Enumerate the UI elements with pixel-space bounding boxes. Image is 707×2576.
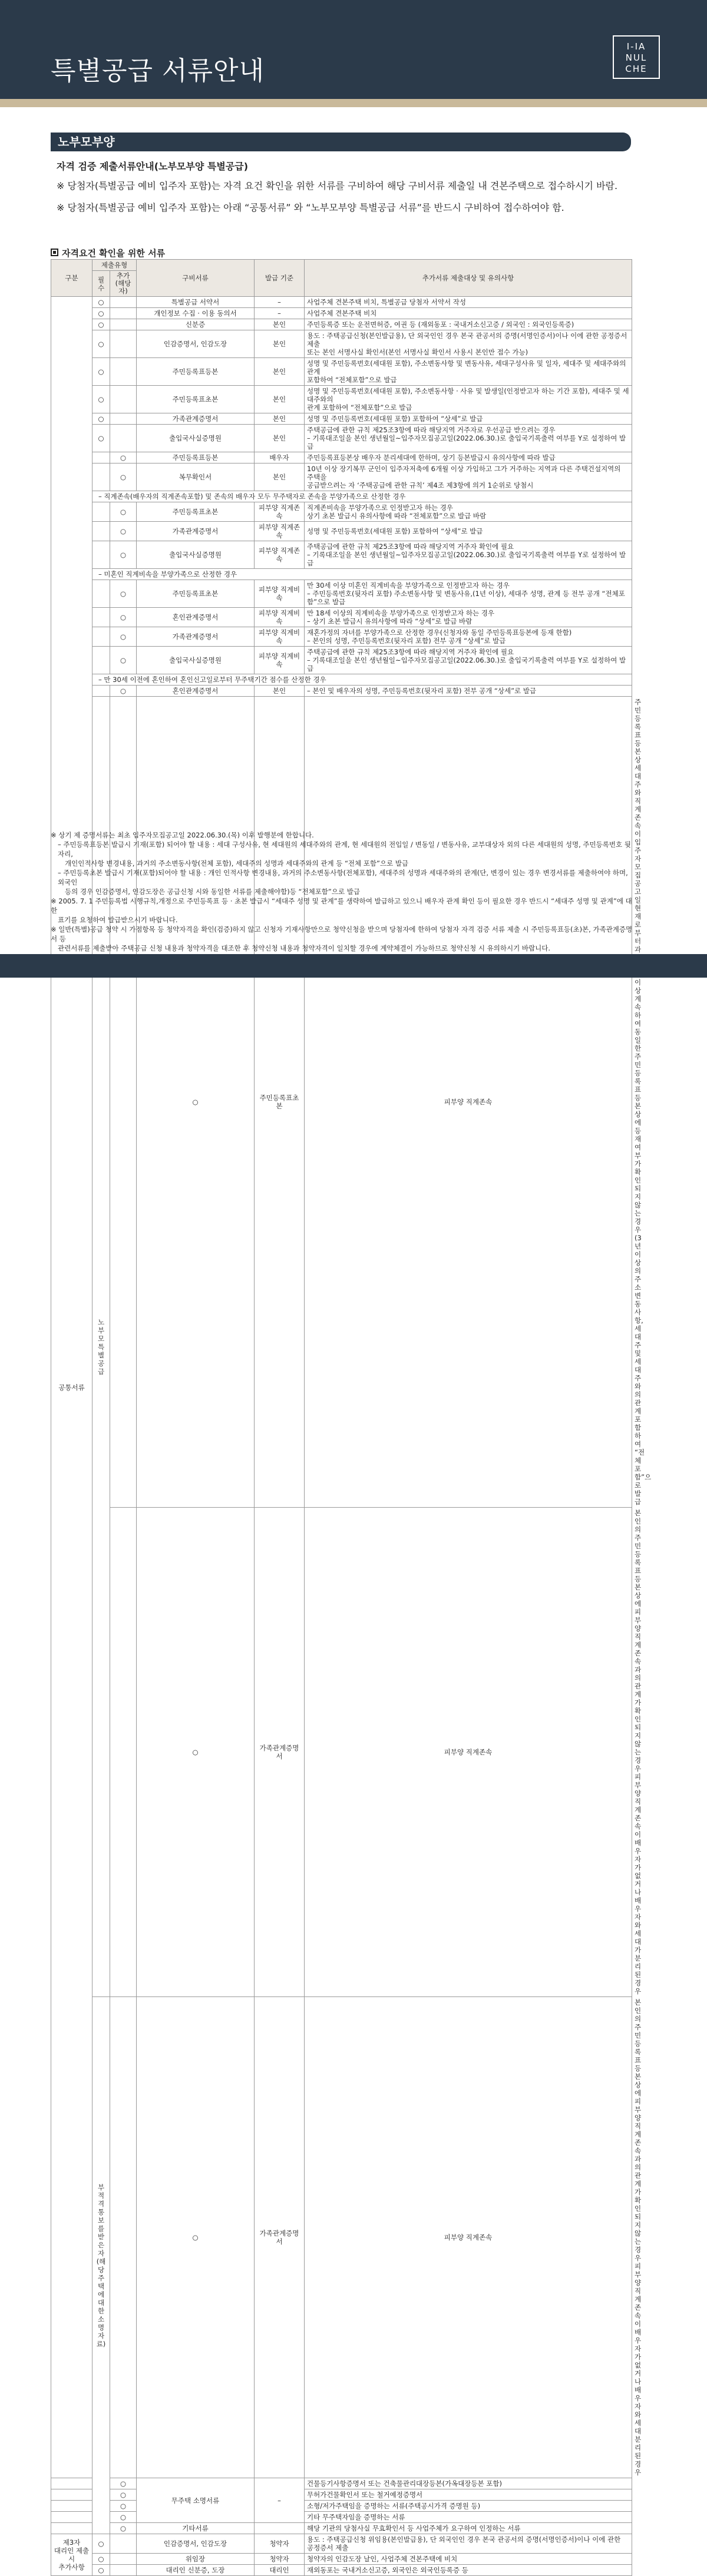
required-mark: ○ (92, 2554, 110, 2565)
additional-mark (110, 2554, 137, 2565)
issue-basis: 본인 (255, 319, 305, 330)
note-cell: 건물등기사항증명서 또는 건축물관리대장등본(가옥대장등본 포함) (305, 2478, 632, 2489)
note-cell: 용도 : 주택공급신청 위임용(본인발급용), 단 외국인인 경우 본국 관공서의 증명(서명인증서)이나 이에 관한 공정증서 제출 (305, 2534, 632, 2554)
issue-basis: 배우자 (255, 452, 305, 463)
required-mark (51, 2478, 92, 2489)
footnotes (51, 830, 634, 962)
issue-basis: 피부양 직계존속 (255, 502, 305, 522)
table-header-row (51, 260, 632, 271)
additional-mark: ○ (137, 697, 255, 1508)
table-row (51, 2478, 632, 2489)
issue-basis: 본인 (255, 425, 305, 452)
table-row (51, 319, 632, 330)
note-cell: 주택공급에 관한 규칙 제25조3항에 따라 해당지역 거주자 확인에 필요 – 기록대조일을 본인 생년월일~입주자모집공고일(2022.06.30.)로 출입국기록출력 여부를 Y로 설정하여 발급 (305, 541, 632, 569)
note-cell: 사업주체 견본주택 비치 (305, 308, 632, 319)
required-mark (92, 608, 110, 627)
note-cell: 해당 기관의 당첨사실 무효확인서 등 사업주체가 요구하여 인정하는 서류 (305, 2523, 632, 2534)
issue-basis: 피부양 직계비속 (255, 627, 305, 647)
additional-mark (110, 308, 137, 319)
required-mark: ○ (92, 308, 110, 319)
document-name: 가족관계증명서 (137, 522, 255, 541)
logo-line-1: I-IA (626, 41, 646, 52)
additional-mark: ○ (110, 2478, 137, 2489)
table-row (51, 627, 632, 647)
note-cell: 소형/저가주택임을 증명하는 서류(주택공시가격 증명원 등) (305, 2501, 632, 2512)
additional-mark: ○ (110, 541, 137, 569)
note-cell: 성명 및 주민등록번호(세대원 포함) 포함하여 “상세”로 발급 (305, 522, 632, 541)
table-row: 노부모 특별공급 ○ 주민등록표초본 피부양 직계존속 주민등록표등본상 세대주와 직계존속이 입주자모집공고일 현재로부터 과 이상 계속하여 동일한 주민등록표 등본상에 등재여부가 확인되지 않는 경우 (3년 이상의 주소변동사항, 세대주 및 세대주와의 관계 포함하여 “전체포함”으로 발급 (51, 697, 632, 1508)
required-mark: ○ (92, 2565, 110, 2576)
note-cell: 청약자의 인감도장 날인, 사업주체 견본주택에 비치 (305, 2554, 632, 2565)
document-name: 주민등록표등본 (137, 358, 255, 386)
table-row (51, 386, 632, 413)
required-mark (51, 2523, 92, 2534)
table-row (51, 2554, 632, 2565)
additional-mark: ○ (110, 452, 137, 463)
table-row (51, 413, 632, 425)
document-name: 혼인관계증명서 (137, 608, 255, 627)
document-name: 출입국사실증명원 (137, 541, 255, 569)
note-cell: 주택공급에 관한 규칙 제25조3항에 따라 해당지역 거주자 확인에 필요 – 기록대조일을 본인 생년월일~입주자모집공고일(2022.06.30.)로 출입국기록출력 여부를 Y로 설정하여 발급 (305, 647, 632, 674)
required-mark (92, 541, 110, 569)
note-cell: 재외동포는 국내거소신고증, 외국인은 외국인등록증 등 (305, 2565, 632, 2576)
table-row (51, 580, 632, 608)
issue-basis: 피부양 직계비속 (255, 580, 305, 608)
table-row (51, 647, 632, 674)
additional-mark: ○ (110, 647, 137, 674)
note-cell: 직계존비속을 부양가족으로 인정받고자 하는 경우 상기 초본 발급시 유의사항에 따라 “전체포함”으로 발급 바람 (305, 502, 632, 522)
document-name: 가족관계증명서 (137, 627, 255, 647)
note-cell: 10년 이상 장기복무 군인이 입주자저축에 6개월 이상 가입하고 그가 거주하는 지역과 다른 주택건설지역의 주택을 공급받으려는 자 ‘주택공급에 관한 규칙’ 제4조 제3항에 의거 1순위로 당첨시 (305, 463, 632, 491)
note-cell: 주택공급에 관한 규칙 제25조3항에 따라 해당지역 거주자로 우선공급 받으려는 경우 – 기록대조일을 본인 생년월일~입주자모집공고일(2022.06.30.)로 출입국기록출력 여부를 Y로 설정하여 발급 (305, 425, 632, 452)
table-row (51, 522, 632, 541)
table-row (51, 502, 632, 522)
additional-mark (110, 425, 137, 452)
footnote: 등의 경우 인감증명서, 인감도장은 공급신청 시와 동일한 서류를 제출해야함)등 “전체포함”으로 발급 (65, 888, 360, 896)
issue-basis: – (255, 297, 305, 308)
table-row (51, 2565, 632, 2576)
issue-basis: 피부양 직계존속 (305, 1997, 632, 2478)
notice-2: ※ 당첨자(특별공급 예비 입주자 포함)는 아래 “공통서류” 와 “노부모부양 특별공급 서류”를 반드시 구비하여 접수하여야 함. (57, 202, 564, 213)
logo-line-3: CHE (625, 64, 647, 74)
document-name: 혼인관계증명서 (137, 686, 255, 697)
required-mark (92, 452, 110, 463)
required-mark (92, 647, 110, 674)
document-heading: 자격 검증 제출서류안내(노부모부양 특별공급) (57, 161, 249, 172)
additional-mark: ○ (110, 502, 137, 522)
additional-mark: ○ (110, 627, 137, 647)
required-mark: ○ (92, 386, 110, 413)
table-row: 부적격 통보를 받은자 (해당주택에 대한 소명자료) ○ 가족관계증명서 피부양 직계존속 본인의 주민등록표등본상에 피부양 직계존속과의 관계가 확인되지 않는 경우 피부양 직계존속이 배우자가 없거나 배우자와 세대 분리된 경우 (51, 1997, 632, 2478)
issue-basis: 본인 (255, 386, 305, 413)
required-mark (110, 697, 137, 1508)
additional-mark (110, 386, 137, 413)
document-name: 기타서류 (137, 2523, 255, 2534)
footnote: 표기를 요청하여 발급받으시기 바랍니다. (58, 916, 178, 924)
additional-mark (110, 2534, 137, 2554)
footer-bar (0, 954, 707, 978)
document-name: 주민등록표초본 (255, 697, 305, 1508)
additional-mark: ○ (137, 1997, 255, 2478)
table-row (51, 2534, 632, 2554)
footnote: ※ 2005. 7. 1 주민등록법 시행규칙,개정으로 주민등록표 등 · 초본 발급시 “세대주 성명 및 관계”를 생략하여 발급하고 있으니 배우자 관계 확인 등이 필요한 경우 반드시 “세대주 성명 및 관계”에 대한 (51, 897, 632, 915)
footnote: ※ 상기 제 증명서류는 최초 입주자모집공고일 2022.06.30.(목) 이후 발행분에 한합니다. (51, 831, 314, 839)
table-row (51, 308, 632, 319)
footnote: – 주민등록초본 발급시 기재(포함)되어야 할 내용 : 개인 인적사항 변경내용, 과거의 주소변동사항(전체포함), 세대주의 성명과 세대주와의 관계(단, 변경이 있는 경우 변경서류를 제출하여야 하며, 외국인 (58, 869, 628, 886)
document-name: 대리인 신분증, 도장 (137, 2565, 255, 2576)
note-cell: – 본인 및 배우자의 성명, 주민등록번호(뒷자리 포함) 전부 공개 “상세”로 발급 (305, 686, 632, 697)
section-title-bar: 노부모부양 (51, 133, 631, 151)
issue-basis: 피부양 직계존속 (305, 1508, 632, 1997)
table-row (51, 686, 632, 697)
required-mark (51, 2512, 92, 2523)
issue-basis: 대리인 (255, 2565, 305, 2576)
documents-table (51, 259, 652, 2576)
document-name: 주민등록표초본 (137, 386, 255, 413)
group-cell: 공통서류 (51, 297, 92, 2478)
issue-basis: – (255, 2478, 305, 2523)
note-cell: 용도 : 주택공급신청(본인발급용), 단 외국인인 경우 본국 관공서의 증명(서명인증서)이나 이에 관한 공정증서 제출 또는 본인 서명사실 확인서(본인 서명사실 확인서 사용시 본인만 접수 가능) (305, 330, 632, 358)
additional-mark (110, 358, 137, 386)
footnote: 관련서류를 제출받아 주택공급 신청 내용과 청약자격을 대조한 후 청약신청 내용과 청약자격이 일치할 경우에 계약체결이 가능하므로 청약신청 시 유의하시기 바랍니다. (58, 944, 550, 952)
additional-mark: ○ (110, 2501, 137, 2512)
condition-row: – 만 30세 이전에 혼인하여 혼인신고일로부터 무주택기간 점수를 산정한 경우 (92, 674, 632, 686)
document-name: 신분증 (137, 319, 255, 330)
footnote: ※ 일반(특별)공급 청약 시 가점항목 등 청약자격을 확인(검증)하지 않고 신청자 기재사항만으로 청약신청을 받으며 당첨자에 한하여 당첨자 자격 검증 서류 제출 시 주민등록표등(초)본, 가족관계증명서 등 (51, 925, 633, 943)
document-name: 주민등록표초본 (137, 580, 255, 608)
required-mark: ○ (92, 2534, 110, 2554)
required-mark (51, 2489, 92, 2501)
document-name: 위임장 (137, 2554, 255, 2565)
issue-basis: 본인 (255, 463, 305, 491)
required-mark (92, 522, 110, 541)
document-name: 가족관계증명서 (255, 1508, 305, 1997)
required-mark (92, 686, 110, 697)
additional-mark (110, 319, 137, 330)
checkbox-square-icon (51, 249, 58, 256)
page-header (0, 0, 707, 99)
table-row (51, 425, 632, 452)
condition-row: – 직계존속(배우자의 직계존속포함) 및 존속의 배우자 모두 무주택자로 존속을 부양가족으로 산정한 경우 (92, 491, 632, 502)
required-mark: ○ (92, 319, 110, 330)
issue-basis: 피부양 직계존속 (255, 522, 305, 541)
additional-mark (110, 297, 137, 308)
table-row (51, 297, 632, 308)
logo-line-2: NUL (625, 52, 647, 63)
required-mark: ○ (92, 358, 110, 386)
issue-basis: – (255, 308, 305, 319)
document-name: 출입국사실증명원 (137, 425, 255, 452)
header-notes: 추가서류 제출대상 및 유의사항 (305, 260, 632, 297)
note-cell: 만 18세 이상의 직계비속을 부양가족으로 인정받고자 하는 경우 – 상기 초본 발급시 유의사항에 따라 “상세”로 발급 바람 (305, 608, 632, 627)
table-row (51, 452, 632, 463)
header-required: 필수 (92, 271, 110, 297)
notice-1: ※ 당첨자(특별공급 예비 입주자 포함)는 자격 요건 확인을 위한 서류를 구비하여 해당 구비서류 제출일 내 견본주택으로 접수하시기 바람. (57, 180, 618, 191)
table-row (51, 569, 632, 580)
required-mark (51, 2501, 92, 2512)
document-name: 출입국사실증명원 (137, 647, 255, 674)
note-cell: 재혼가정의 자녀를 부양가족으로 산정한 경우(신청자와 동일 주민등록표등본에 등재 한함) – 본인의 성명, 주민등록번호(뒷자리 포함) 전부 공개 “상세”로 발급 (305, 627, 632, 647)
required-mark: ○ (92, 413, 110, 425)
page-title: 특별공급 서류안내 (51, 56, 265, 86)
table-title (51, 247, 165, 259)
issue-basis: 피부양 직계존속 (255, 541, 305, 569)
table-row (51, 358, 632, 386)
note-cell: 성명 및 주민등록번호(세대원 포함) 포함하여 “상세”로 발급 (305, 413, 632, 425)
additional-mark: ○ (110, 580, 137, 608)
document-name: 인감증명서, 인감도장 (137, 330, 255, 358)
additional-mark: ○ (137, 1508, 255, 1997)
table-row (51, 674, 632, 686)
header-document: 구비서류 (137, 260, 255, 297)
document-name: 개인정보 수집 · 이용 동의서 (137, 308, 255, 319)
issue-basis: 청약자 (255, 2554, 305, 2565)
required-mark (110, 1508, 137, 1997)
additional-mark: ○ (110, 463, 137, 491)
note-cell: 주민등록표등본상 배우자 분리세대에 한하며, 상기 등본발급시 유의사항에 따라 발급 (305, 452, 632, 463)
table-row (51, 463, 632, 491)
issue-basis: 본인 (255, 358, 305, 386)
document-name: 인감증명서, 인감도장 (137, 2534, 255, 2554)
additional-mark: ○ (110, 522, 137, 541)
document-name: 가족관계증명서 (137, 413, 255, 425)
table-row (51, 491, 632, 502)
required-mark (92, 580, 110, 608)
header-issue-basis: 발급 기준 (255, 260, 305, 297)
issue-basis: 본인 (255, 686, 305, 697)
brand-logo (613, 35, 660, 79)
condition-row: – 미혼인 직계비속을 부양가족으로 산정한 경우 (92, 569, 632, 580)
issue-basis (255, 2523, 305, 2534)
note-cell: 무허가건물확인서 또는 철거예정증명서 (305, 2489, 632, 2501)
issue-basis: 피부양 직계비속 (255, 647, 305, 674)
table-row (51, 2523, 632, 2534)
group-cell: 제3자 대리인 제출시 추가사항 (51, 2534, 92, 2576)
group-cell: 노부모 특별공급 (92, 697, 110, 1997)
issue-basis: 청약자 (255, 2534, 305, 2554)
additional-mark: ○ (110, 686, 137, 697)
document-name: 주민등록표초본 (137, 502, 255, 522)
table-row (51, 541, 632, 569)
group-cell: 부적격 통보를 받은자 (해당주택에 대한 소명자료) (92, 1997, 110, 2534)
table-row: ○ 가족관계증명서 피부양 직계존속 본인의 주민등록표등본상에 피부양직계존속과의 관계가 확인되지 않는 경우 피부양 직계존속이 배우자가 없거나 배우자와 세대가 분리된 경우 (51, 1508, 632, 1997)
additional-mark: ○ (110, 2489, 137, 2501)
additional-mark (110, 330, 137, 358)
document-name: 무주택 소명서류 (137, 2478, 255, 2523)
note-cell: 성명 및 주민등록번호(세대원 포함), 주소변동사항 및 변동사유, 세대구성사유 및 일자, 세대주 및 세대주와의 관계 포함하여 “전체포함”으로 발급 (305, 358, 632, 386)
required-mark: ○ (92, 297, 110, 308)
note-cell: 기타 무주택자임을 증명하는 서류 (305, 2512, 632, 2523)
required-mark (92, 502, 110, 522)
required-mark (92, 627, 110, 647)
document-name: 가족관계증명서 (255, 1997, 305, 2478)
issue-basis: 본인 (255, 330, 305, 358)
table-title-text: 자격요건 확인을 위한 서류 (62, 248, 166, 259)
required-mark: ○ (92, 425, 110, 452)
additional-mark (110, 413, 137, 425)
header-category: 구분 (51, 260, 92, 297)
header-submit-type: 제출유형 (92, 260, 137, 271)
document-name: 복무확인서 (137, 463, 255, 491)
required-mark (92, 463, 110, 491)
header-additional: 추가 (해당자) (110, 271, 137, 297)
document-name: 주민등록표등본 (137, 452, 255, 463)
note-cell: 만 30세 이상 미혼인 직계비속을 부양가족으로 인정받고자 하는 경우 – 주민등록번호(뒷자리 포함) 주소변동사항 및 변동사유,(1년 이상), 세대주 성명, 관계 등 전부 공개 “전체포함”으로 발급 (305, 580, 632, 608)
document-name: 특별공급 서약서 (137, 297, 255, 308)
issue-basis: 피부양 직계비속 (255, 608, 305, 627)
table-row (51, 330, 632, 358)
required-mark (110, 1997, 137, 2478)
note-cell: 주민등록증 또는 운전면허증, 여권 등 (재외동포 : 국내거소신고증 / 외국인 : 외국인등록증) (305, 319, 632, 330)
table-row (51, 608, 632, 627)
note-cell: 사업주체 견본주택 비치, 특별공급 당첨자 서약서 작성 (305, 297, 632, 308)
issue-basis: 본인 (255, 413, 305, 425)
additional-mark: ○ (110, 2512, 137, 2523)
header-stripe (0, 99, 707, 107)
note-cell: 성명 및 주민등록번호(세대원 포함), 주소변동사항 · 사유 및 발생일(인정받고자 하는 기간 포함), 세대주 및 세대주와의 관계 포함하여 “전체포함”으로 발급 (305, 386, 632, 413)
footnote: – 주민등록표등본 발급시 기재(포함) 되어야 할 내용 : 세대 구성사유, 현 세대원의 세대주와의 관계, 현 세대원의 전입일 / 변동일 / 변동사유, 교부대상자 외의 다른 세대원의 성명, 주민등록번호 뒷자리, (58, 840, 631, 858)
additional-mark: ○ (110, 608, 137, 627)
issue-basis: 피부양 직계존속 (305, 697, 632, 1508)
footnote: 개인인적사항 변경내용, 과거의 주소변동사항(전체 포함), 세대주의 성명과 세대주와의 관계 등 “전체 포함”으로 발급 (65, 859, 409, 868)
additional-mark: ○ (110, 2523, 137, 2534)
additional-mark (110, 2565, 137, 2576)
required-mark: ○ (92, 330, 110, 358)
